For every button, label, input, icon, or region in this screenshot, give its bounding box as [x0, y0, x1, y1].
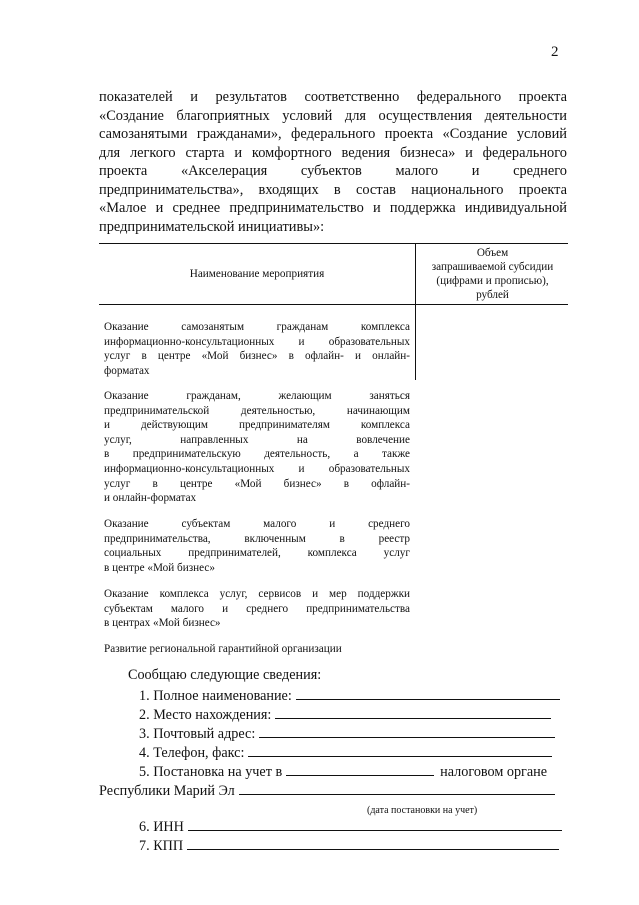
col-header-amount-line: (цифрами и прописью), [436, 275, 549, 287]
full-name-field[interactable] [296, 685, 560, 700]
phone-row [139, 742, 552, 763]
intro-line: показателей и результатов соответственно федерального проекта [99, 89, 567, 105]
kpp-field[interactable] [187, 835, 559, 850]
row-line: Оказание комплекса услуг, сервисов и мер поддержки [104, 588, 410, 600]
full-name-row [139, 685, 560, 706]
row-line: информационно-консультационных и образовательных [104, 462, 410, 475]
registration-suffix: налоговом органе [440, 764, 548, 780]
registration-field[interactable] [286, 761, 434, 776]
row-line: и онлайн-форматах [104, 492, 197, 505]
col-header-activity: Наименование мероприятия [189, 267, 325, 280]
intro-line: «Малое и среднее предпринимательство и поддержка индивидуальной [99, 200, 567, 216]
inn-field[interactable] [188, 816, 562, 831]
row-line: Развитие региональной гарантийной организации [104, 643, 342, 655]
republic-row [99, 780, 555, 801]
postal-label: 3. Почтовый адрес: [139, 726, 256, 742]
kpp-label: 7. КПП [139, 838, 184, 854]
kpp-row [139, 835, 559, 856]
col-header-amount-line: запрашиваемой субсидии [431, 260, 554, 273]
table-row [104, 517, 410, 575]
row-line: информационно-консультационных и образовательных [104, 335, 410, 348]
postal-row [139, 723, 555, 744]
postal-field[interactable] [259, 723, 555, 738]
row-line: и действующим предпринимателям комплекса [104, 419, 410, 432]
location-row [139, 704, 551, 725]
row-line: предпринимательской деятельностью, начинающим [104, 404, 410, 417]
row-line: Оказание гражданам, желающим заняться [104, 390, 410, 402]
row-line: в центре «Мой бизнес» [104, 561, 215, 574]
intro-line: проекта «Акселерация субъектов малого и среднего [99, 163, 567, 179]
inn-label: 6. ИНН [139, 819, 184, 835]
intro-line: для легкого старта и комфортного ведения бизнеса» и федерального [99, 144, 567, 161]
full-name-label: 1. Полное наименование: [139, 688, 292, 704]
row-line: предпринимательства, включенным в реестр [104, 532, 410, 545]
republic-label: Республики Марий Эл [99, 783, 235, 799]
col-header-amount-line: Объем [476, 246, 509, 259]
column-divider [415, 305, 416, 380]
registration-date-hint: (дата постановки на учет) [367, 805, 478, 816]
row-line: форматах [104, 364, 150, 377]
col-header-amount-line: рублей [476, 289, 509, 302]
info-heading: Сообщаю следующие сведения: [128, 667, 322, 683]
location-field[interactable] [275, 704, 551, 719]
phone-label: 4. Телефон, факс: [139, 745, 245, 761]
table-row [104, 642, 410, 657]
row-line: услуг, направленных на вовлечение [104, 433, 410, 446]
intro-line: предпринимательской инициативы»: [99, 218, 325, 235]
table-row [104, 320, 410, 378]
table-row [104, 587, 410, 631]
row-line: в центрах «Мой бизнес» [104, 617, 221, 630]
table-row [104, 389, 410, 506]
registration-date-field[interactable] [239, 780, 555, 795]
table-header [99, 243, 568, 305]
location-label: 2. Место нахождения: [139, 707, 272, 723]
registration-label: 5. Постановка на учет в [139, 764, 283, 780]
inn-row [139, 816, 562, 837]
intro-line: самозанятыми гражданами», федерального проекта «Создание условий [99, 126, 567, 142]
row-line: услуг в центре «Мой бизнес» в офлайн- [104, 477, 410, 490]
col-header-amount [415, 244, 569, 304]
phone-field[interactable] [248, 742, 552, 757]
registration-row [139, 761, 547, 782]
intro-line: «Создание благоприятных условий для осуществления деятельности [99, 107, 567, 124]
subsidy-table [99, 243, 568, 655]
row-line: услуг в центре «Мой бизнес» в офлайн- и онлайн- [104, 350, 410, 363]
intro-paragraph [99, 88, 567, 236]
page-number: 2 [551, 44, 559, 60]
row-line: в предпринимательскую деятельность, а также [104, 448, 410, 461]
row-line: социальных предпринимателей, комплекса услуг [104, 547, 410, 560]
intro-line: предпринимательства», входящих в состав национального проекта [99, 181, 567, 198]
row-line: Оказание субъектам малого и среднего [104, 518, 410, 530]
row-line: субъектам малого и среднего предпринимательства [104, 602, 410, 615]
row-line: Оказание самозанятым гражданам комплекса [104, 321, 410, 333]
